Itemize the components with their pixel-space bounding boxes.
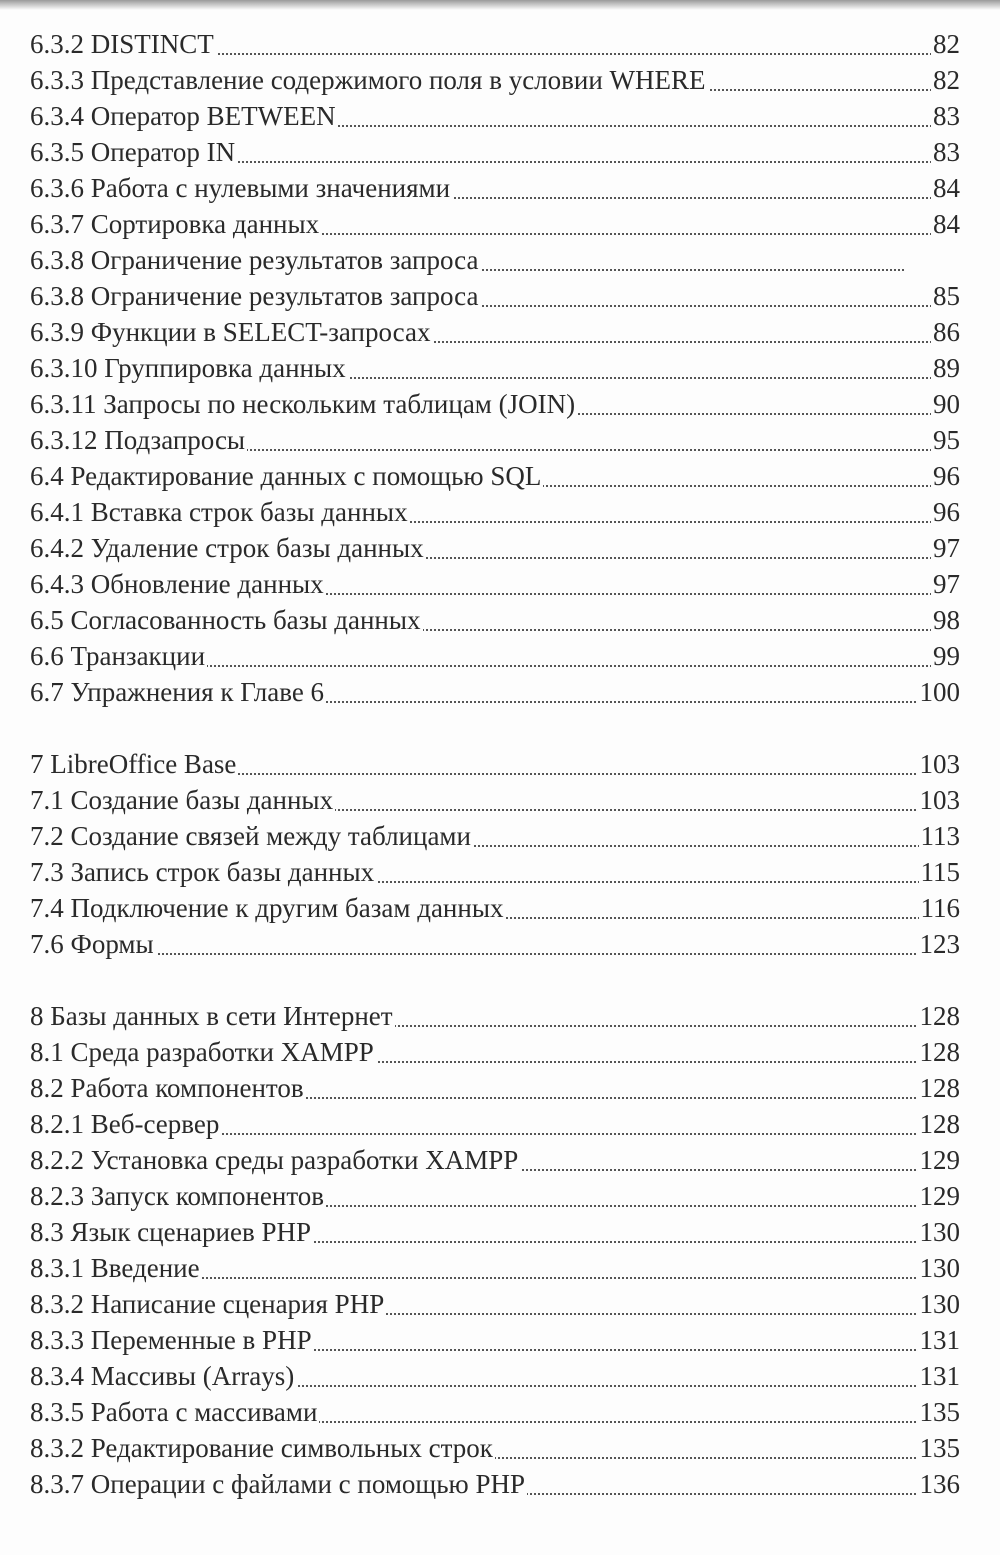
- toc-entry[interactable]: [30, 890, 960, 926]
- toc-entry-title: 7.6 Формы: [30, 929, 154, 959]
- toc-entry-title: 8.3 Язык сценариев PHP: [30, 1217, 311, 1247]
- toc-entry-title: 6.3.9 Функции в SELECT-запросах: [30, 317, 431, 347]
- toc-entry-page: 103: [918, 746, 961, 782]
- toc-entry[interactable]: [30, 1466, 960, 1502]
- toc-entry-title: 6.3.11 Запросы по нескольким таблицам (JOIN): [30, 389, 576, 419]
- toc-entry-title: 8.3.7 Операции с файлами с помощью PHP: [30, 1469, 525, 1499]
- toc-entry-title: 6.3.5 Оператор IN: [30, 137, 236, 167]
- toc-entry-page: 99: [931, 638, 960, 674]
- toc-entry[interactable]: [30, 530, 960, 566]
- dot-leader: [30, 953, 960, 955]
- toc-entry-title: 8.2.2 Установка среды разработки XAMPP: [30, 1145, 519, 1175]
- toc-entry[interactable]: [30, 62, 960, 98]
- toc-entry-title: 8.2.3 Запуск компонентов: [30, 1181, 325, 1211]
- toc-entry[interactable]: [30, 782, 960, 818]
- toc-entry[interactable]: [30, 1430, 960, 1466]
- toc-entry-page: 96: [931, 458, 960, 494]
- toc-entry-title: 7 LibreOffice Base: [30, 749, 237, 779]
- toc-entry-title: 6.3.7 Сортировка данных: [30, 209, 320, 239]
- toc-entry[interactable]: [30, 1214, 960, 1250]
- toc-entry-page: 84: [931, 206, 960, 242]
- toc-entry-title: 7.1 Создание базы данных: [30, 785, 334, 815]
- toc-entry[interactable]: [30, 1106, 960, 1142]
- toc-entry-title: 6.3.6 Работа с нулевыми значениями: [30, 173, 451, 203]
- page-top-shadow: [0, 0, 1000, 10]
- table-of-contents: [30, 26, 960, 1538]
- toc-entry-title: 7.3 Запись строк базы данных: [30, 857, 375, 887]
- toc-entry-page: 90: [931, 386, 960, 422]
- toc-entry-page: 95: [931, 422, 960, 458]
- toc-entry[interactable]: [30, 1178, 960, 1214]
- toc-entry-title: 8.3.2 Редактирование символьных строк: [30, 1433, 493, 1463]
- toc-group: [30, 998, 960, 1502]
- toc-entry[interactable]: [30, 206, 960, 242]
- toc-entry-title: 6.4.1 Вставка строк базы данных: [30, 497, 408, 527]
- toc-entry-title: 8.2.1 Веб-сервер: [30, 1109, 220, 1139]
- toc-entry-page: 128: [918, 998, 961, 1034]
- toc-entry-page: 128: [918, 1106, 961, 1142]
- toc-entry[interactable]: [30, 1250, 960, 1286]
- toc-entry-page: 82: [931, 26, 960, 62]
- toc-entry-title: 7.4 Подключение к другим базам данных: [30, 893, 504, 923]
- toc-entry[interactable]: [30, 566, 960, 602]
- toc-entry[interactable]: [30, 134, 960, 170]
- toc-entry-page: 123: [918, 926, 961, 962]
- toc-entry-title: 6.6 Транзакции: [30, 641, 206, 671]
- toc-entry[interactable]: [30, 998, 960, 1034]
- toc-entry-page: 85: [931, 278, 960, 314]
- toc-entry[interactable]: [30, 1322, 960, 1358]
- toc-entry[interactable]: [30, 278, 960, 314]
- toc-entry[interactable]: [30, 818, 960, 854]
- toc-entry-page: 128: [918, 1034, 961, 1070]
- toc-entry-page: 131: [918, 1358, 961, 1394]
- toc-entry-page: 135: [918, 1394, 961, 1430]
- toc-entry-page: 89: [931, 350, 960, 386]
- toc-entry-title: 6.4.3 Обновление данных: [30, 569, 324, 599]
- toc-entry-page: 113: [919, 818, 961, 854]
- toc-entry-title: 6.3.8 Ограничение результатов запроса: [30, 281, 479, 311]
- toc-entry-page: 100: [918, 674, 961, 710]
- toc-entry[interactable]: [30, 170, 960, 206]
- toc-entry-page: 131: [918, 1322, 961, 1358]
- toc-entry-title: 6.7 Упражнения к Главе 6: [30, 677, 325, 707]
- toc-entry-page: 84: [931, 170, 960, 206]
- toc-entry-title: 6.3.8 Ограничение результатов запроса: [30, 245, 479, 275]
- toc-entry-page: 128: [918, 1070, 961, 1106]
- toc-entry[interactable]: [30, 674, 960, 710]
- toc-entry[interactable]: [30, 350, 960, 386]
- toc-entry-page: 115: [919, 854, 961, 890]
- toc-entry[interactable]: [30, 1034, 960, 1070]
- toc-entry[interactable]: [30, 638, 960, 674]
- toc-entry[interactable]: [30, 458, 960, 494]
- toc-entry[interactable]: [30, 494, 960, 530]
- toc-entry[interactable]: [30, 1142, 960, 1178]
- toc-entry-page: 130: [918, 1286, 961, 1322]
- toc-entry-page: 97: [931, 566, 960, 602]
- toc-entry[interactable]: [30, 26, 960, 62]
- toc-entry-page: 97: [931, 530, 960, 566]
- toc-entry-page: 83: [931, 134, 960, 170]
- toc-entry[interactable]: [30, 422, 960, 458]
- toc-entry-title: 8.3.5 Работа с массивами: [30, 1397, 318, 1427]
- toc-group: [30, 26, 960, 710]
- toc-entry-title: 8.2 Работа компонентов: [30, 1073, 304, 1103]
- toc-entry-page: 130: [918, 1250, 961, 1286]
- toc-entry-page: 103: [918, 782, 961, 818]
- toc-entry[interactable]: [30, 1286, 960, 1322]
- toc-entry-page: 129: [918, 1178, 961, 1214]
- toc-entry[interactable]: [30, 98, 960, 134]
- toc-entry-title: 6.3.10 Группировка данных: [30, 353, 346, 383]
- toc-entry[interactable]: [30, 746, 960, 782]
- toc-entry-title: 8 Базы данных в сети Интернет: [30, 1001, 393, 1031]
- toc-entry-page: 98: [931, 602, 960, 638]
- toc-entry-title: 8.3.2 Написание сценария PHP: [30, 1289, 385, 1319]
- toc-entry[interactable]: [30, 926, 960, 962]
- toc-entry-page: 82: [931, 62, 960, 98]
- toc-entry[interactable]: [30, 602, 960, 638]
- toc-entry[interactable]: [30, 314, 960, 350]
- toc-entry-page: 129: [918, 1142, 961, 1178]
- toc-entry-page: 96: [931, 494, 960, 530]
- toc-entry-title: 6.3.2 DISTINCT: [30, 29, 214, 59]
- toc-entry-title: 6.3.12 Подзапросы: [30, 425, 246, 455]
- toc-entry-title: 6.3.4 Оператор BETWEEN: [30, 101, 336, 131]
- toc-entry-page: 86: [931, 314, 960, 350]
- toc-entry-title: 7.2 Создание связей между таблицами: [30, 821, 471, 851]
- toc-entry-page: 83: [931, 98, 960, 134]
- toc-entry-title: 6.5 Согласованность базы данных: [30, 605, 421, 635]
- toc-entry-title: 6.3.3 Представление содержимого поля в условии WHERE: [30, 65, 706, 95]
- toc-group: [30, 746, 960, 962]
- toc-entry-title: 6.4.2 Удаление строк базы данных: [30, 533, 424, 563]
- toc-entry-page: 130: [918, 1214, 961, 1250]
- toc-entry-title: 6.4 Редактирование данных с помощью SQL: [30, 461, 542, 491]
- toc-entry-page: 135: [918, 1430, 961, 1466]
- toc-entry[interactable]: [30, 1358, 960, 1394]
- toc-entry-title: 8.3.1 Введение: [30, 1253, 200, 1283]
- toc-entry-title: 8.3.3 Переменные в PHP: [30, 1325, 312, 1355]
- toc-entry-title: 8.3.4 Массивы (Arrays): [30, 1361, 295, 1391]
- toc-entry[interactable]: [30, 242, 960, 278]
- toc-entry[interactable]: [30, 1070, 960, 1106]
- toc-entry-page: 116: [919, 890, 961, 926]
- toc-entry[interactable]: [30, 386, 960, 422]
- toc-entry[interactable]: [30, 854, 960, 890]
- toc-entry-page: 136: [918, 1466, 961, 1502]
- toc-entry-title: 8.1 Среда разработки XAMPP: [30, 1037, 374, 1067]
- toc-entry[interactable]: [30, 1394, 960, 1430]
